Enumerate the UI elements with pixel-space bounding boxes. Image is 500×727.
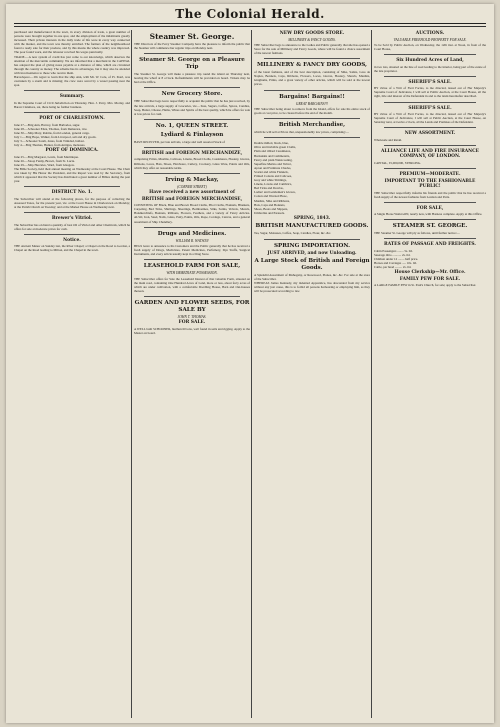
article-heading: NEW DRY GOODS STORE. <box>279 31 345 36</box>
article-text: The Subscriber has on hand a quantity of best Oil of Vitriol and other Chemicals, which he offers for sale at moderate prices for cash. <box>14 222 130 231</box>
article-separator <box>144 259 240 260</box>
article-text: which he will sell at Prices that, unquestionably low prices, comprising:— <box>254 130 349 135</box>
article-separator <box>144 296 240 297</box>
article-separator <box>384 127 476 128</box>
article-separator <box>384 219 476 220</box>
article-text: TRADE.—A new system of credit has just come to our knowledge, which deserves the attention of the mercantile community. We are informed that a merchant in the CAPITAL has adopted the plan of giving notes payable at a distance of time, which are circulated through the country as money. The scheme has its advantages, but it may also be attended with inconvenience to those who receive them. <box>14 54 130 75</box>
column-3 <box>254 30 370 720</box>
article-text: purchased and manufactured in the town, in every division of trade, a great number of persons were brought together in one spot, and the employment of the inhabitants greatly increased. Their private interests in the daily trade of life were in every way connected with the market, and the town was thereby enriched. The farmers of the neighbourhood found a ready sale for their produce, and by this means the whole country was improved. The poor found work, and the labourer received his wages punctually. <box>14 30 130 55</box>
article-text: THE Subscriber offers for Sale the Leasehold Interest of that valuable Farm, situated on the main road, containing One Hundred Acres of Land, more or less, about forty acres of which are under cultivation, with a comfortable Dwelling House, Barn and Out-houses thereon. <box>134 276 250 293</box>
article-text: A LARGE FAMILY PEW in St. Paul's Church, for sale; apply to the Subscriber. <box>374 283 477 288</box>
article-text: CAPITAL, £5,000,000, STERLING. <box>374 160 421 165</box>
article-heading: FOR SALE. <box>178 320 206 326</box>
article-heading: FAMILY PEW FOR SALE. <box>399 276 461 282</box>
article-heading: VALUABLE FREEHOLD PROPERTY FOR SALE. <box>393 37 467 42</box>
article-heading: PORT OF DOMINICA. <box>45 148 99 154</box>
article-text: Double milled, black, blue, Olive and invisible green Cloths, Plain and ribbed Cassimeres, Buckskins and Cashmeretts, Fancy and plain Waistcoating, Superfine Merino and Velvet, Apron and Furniture Checks, Scarlet and white Flannels, Printed Cottons and Calicoes, Grey and white Shirtings, Linens, Lawns and Cambrics, Bed Ticks and Dowlas, Ladies' and Gentlemen's Gloves, Cotton and Worsted Hose, Muslins, Silks and Ribbons, Hats, Caps and Bonnets, Shoes, Boots and Slippers, Umbrellas and Parasols. <box>254 141 297 215</box>
article-heading: House Clerkship—Mr. Office. <box>394 270 466 276</box>
article-text: THE Directors of the Ferry Steamer Company have the pleasure to inform the public that the Steamer will commence her regular trips on Monday next. <box>134 42 250 51</box>
article-separator <box>384 76 476 77</box>
newspaper-title: The Colonial Herald. <box>175 7 325 21</box>
article-heading: GREAT BARGAINS!!! <box>295 101 329 106</box>
article-text: of the latest fashions, and of the best description, consisting of Silks, Satins, Gros de Naples, Bonnets, Caps, Ribbons, Flowers, Laces, Gloves, Hosiery, Shawls, Muslins, Ginghams, Prints, and a great variety of other articles, which will be sold at the lowest prices. <box>254 70 370 87</box>
article-heading: Irving & Mackay, <box>165 176 219 183</box>
masthead-rule <box>14 23 486 24</box>
column-1 <box>14 30 130 720</box>
article-separator <box>384 54 476 55</box>
article-text: The Subscriber will attend at the following places, for the purpose of collecting the Assessed Taxes, for the present year, viz. at the Court House in Charlestown on Monday; at the Parish Church on Tuesday; and at the Market House on Wednesday next. <box>14 196 130 209</box>
article-text: THE Ancient Manor on Sunday last, the River Chapel; a Chapel on the Road to Gordon, a Chapel on the Road leading to Milton, and the Chapel in the town. <box>14 244 130 253</box>
article-text: THE Subscriber begs leave respectfully to acquaint the public that he has just received, by the late arrivals, a large supply of Groceries, viz.—Teas, Sugars, Coffee, Spices, Candles, Soap, Butter, Cheese, Hams, Wines and Spirits of the best quality, which he offers for sale at low prices for cash. <box>134 99 250 116</box>
column-divider <box>131 30 132 718</box>
article-heading: STEAMER ST. GEORGE. <box>392 223 468 230</box>
article-heading: IMPORTANT TO THE FASHIONABLE PUBLIC! <box>384 178 476 190</box>
article-separator <box>264 118 360 119</box>
column-2 <box>134 30 250 720</box>
article-heading: Drugs and Medicines. <box>157 230 227 237</box>
article-separator <box>144 87 240 88</box>
article-heading: SHERIFF'S SALE. <box>408 105 452 111</box>
column-divider <box>371 30 372 718</box>
article-heading: SPRING, 1843. <box>293 215 331 221</box>
article-text: comprising Prints, Muslins, Calicoes, Linens, Broad Cloths, Cassimeres, Hosiery, Gloves, Ribbons, Laces, Hats, Shoes, Hardware, Cutlery, Crockery, Glass Ware, Paints and Oils, which they offer on reasonable terms. <box>134 157 250 170</box>
article-heading: MILLINERY & FANCY GOODS. <box>288 37 336 42</box>
article-separator <box>24 234 120 235</box>
article-text: Tea, Sugar, Molasses, Coffee, Soap, Candles, Flour, &c. &c. <box>254 231 332 236</box>
article-heading: Six Hundred Acres of Land, <box>396 58 464 64</box>
article-text: A Splendid Assortment of Mahogany, or Rosewood, Pianos, &c. &c. For sale at the store of the Subscriber. <box>254 273 370 282</box>
article-heading: NEW ASSORTMENT. <box>404 131 456 137</box>
article-separator <box>24 212 120 213</box>
article-heading: Lydiard & Finlayson <box>160 131 224 138</box>
column-divider <box>251 30 252 718</box>
article-heading: AUCTIONS. <box>415 31 445 36</box>
article-heading: PORT OF CHARLESTOWN. <box>39 116 105 121</box>
article-heading: RATES OF PASSAGE AND FREIGHTS. <box>384 242 476 248</box>
article-heading: WILLIAM R. WATSON <box>175 238 209 243</box>
article-text: The Bible Society, held their annual meeting on Wednesday at the Court House. The Chair was taken by His Honor the President, and the Report was read by the Secretary, from which it appeared that the Society has distributed a great number of Bibles during the past year. <box>14 166 130 184</box>
article-separator <box>144 173 240 174</box>
article-heading: JUST ARRIVED, and now Unloading. <box>267 250 357 256</box>
article-separator <box>264 137 360 138</box>
article-text: Wholesale and Retail. <box>374 137 403 142</box>
article-separator <box>384 238 476 239</box>
article-separator <box>264 58 360 59</box>
article-heading: FOR SALE, <box>416 205 444 211</box>
article-text: BY virtue of a Writ of Fieri Facias, to me directed, issued out of Her Majesty's Supreme Court of Judicature, I will sell at Public Auction, at the Court House, on Saturday next, at twelve o'clock, all the Lands and Premises of the Defendant. <box>374 112 486 125</box>
article-text: BY virtue of a Writ of Fieri Facias, to me directed, issued out of Her Majesty's Supreme Court of Judicature, I will sell at Public Auction, at the Court House, all the right, title and interest of the Defendant in and to the lands hereinafter described. <box>374 86 486 99</box>
article-text: BEGS leave to announce to his Customers and the Public generally that he has received a fresh supply of Drugs, Medicines, Patent Medicines, Perfumery, Dye Stuffs, Surgical Instruments, and every article usually kept in a Drug Store. <box>134 244 250 257</box>
article-heading: Brewer's Vitriol. <box>51 216 93 221</box>
article-heading: ALLIANCE LIFE AND FIRE INSURANCE COMPANY, OF LONDON. <box>381 148 479 160</box>
article-text: Barrackpore.—We regret to learn that the ship Ann, with Mr. W. Cole, of Pt. Pearl, was overtaken by a storm and is missing; the crew were saved by a vessel passing near the spot. <box>14 75 130 88</box>
article-heading: GARDEN AND FLOWER SEEDS, FOR SALE BY <box>134 300 250 314</box>
article-heading: SPRING IMPORTATION. <box>273 242 351 249</box>
article-text: in two lots, situated on the line of road leading to the interior, being part of the estate of the late proprietor. <box>374 64 486 73</box>
masthead-rule-thin <box>14 26 486 27</box>
article-heading: BRITISH and FOREIGN MERCHANDISE, <box>141 196 243 202</box>
article-heading: Summary. <box>59 94 85 100</box>
article-heading: JOHN T. THOMAS. <box>177 315 207 320</box>
article-heading: WITH IMMEDIATE POSSESSION. <box>166 271 218 276</box>
article-separator <box>264 239 360 240</box>
article-text: To be Sold by Public Auction, on Wednesday, the 12th inst. at Noon, in front of the Court House, <box>374 42 486 51</box>
article-separator <box>24 186 120 187</box>
article-heading: (CORNER STREET) <box>177 184 207 189</box>
article-text: A Single Horse WAGGON, nearly new, with Harness complete. Apply at this Office. <box>374 212 483 217</box>
article-text: THE Subscriber begs to announce to the Ladies and Public generally that she has opened a Store for the sale of Millinery and Fancy Goods, where will be found a choice assortment of the newest fashions. <box>254 42 370 56</box>
article-heading: A Large Stock of British and Foreign Goods. <box>254 258 370 272</box>
article-separator <box>144 119 240 120</box>
article-heading: No. 1, QUEEN STREET. <box>155 122 229 129</box>
article-text: Cabin Passengers ........ 5s. 0d. Steerage ditto ........... 2s. 6d. Children under 12 ........ half price. Horses and Carriages ..... 10s. 0d. Cattle, per head ......... 2s. 6d. <box>374 248 419 270</box>
article-separator <box>24 90 120 91</box>
article-text: WHEREAS James Kennedy, my indented Apprentice, has absconded from my service without any just cause, this is to forbid all persons harbouring or employing him, as they will be prosecuted according to law. <box>254 281 370 294</box>
article-heading: LEASEHOLD FARM FOR SALE, <box>143 263 241 270</box>
article-heading: New Grocery Store. <box>161 91 223 98</box>
article-heading: Have received a new assortment of <box>149 190 235 196</box>
article-separator <box>24 112 120 113</box>
column-4 <box>374 30 486 720</box>
article-separator <box>144 53 240 54</box>
article-heading: MILLINERY & FANCY DRY GOODS, <box>256 62 367 69</box>
article-text: In the Supreme Court of Civil Jurisdiction on Thursday, Hon. J. Perry, Mrs. Morley, and Baron Clanmore, sat, there being no further business. <box>14 100 130 109</box>
article-separator <box>384 102 476 103</box>
article-text: June 25.—Brig Margaret, Lewis, from Martinique. June 26.—Sloop Fanny, Brown, from St. Lucia. June 29.—Ship Hercules, Ward, from Glasgow. <box>14 154 79 167</box>
article-text: The Steamer St. George will make a pleasure trip round the island on Thursday next, leaving the wharf at 8 o'clock. Refreshments will be provided on board. Tickets may be had at the Office. <box>134 72 250 85</box>
article-text: June 27.—Brig Ann, Harvey, from Barbados, sugar. June 28.—Schooner Eliza, Thomas, from Demerara, rice. June 30.—Ship Mary, Robins, from London, general cargo. July 1.—Brig Hope, Walker, from Liverpool, salt and dry goods. July 3.—Schooner Sarah, Jones, from Trinidad, ballast. July 4.—Brig Thomas, Hunter, from Antigua, molasses. <box>14 122 97 147</box>
article-separator <box>144 227 240 228</box>
article-text: HAVE RECEIVED, per late arrivals, a large and well assorted Stock of <box>134 139 225 144</box>
article-text: THE Steamer St. George will ply as follows, until further notice:— <box>374 231 460 236</box>
article-heading: Steamer St. George. <box>149 32 235 41</box>
article-text: THE Subscriber respectfully informs his friends and the public that he has received a fresh supply of the newest fashions from London and Paris. <box>374 190 486 199</box>
article-heading: SHERIFF'S SALE. <box>408 79 452 85</box>
article-text: THE Subscriber being about to remove from the Island, offers for sale his entire stock of goods at cost price, to be cleared before the end of the month. <box>254 106 370 116</box>
article-separator <box>384 145 476 146</box>
article-heading: Steamer St. George on a Pleasure Trip <box>139 57 245 71</box>
article-heading: Bargains! Bargains!! <box>279 93 345 100</box>
article-heading: British Merchandise, <box>278 122 346 129</box>
article-heading: PREMIUM—MODERATE. <box>399 172 461 178</box>
article-heading: Notice. <box>63 237 81 243</box>
article-heading: DISTRICT No. 1. <box>51 190 93 196</box>
article-separator <box>144 147 240 148</box>
article-text: CONSISTING OF Black, Blue and Brown Broad Cloths, Pilot Cloths, Flannels, Blankets, Carpeting, Bed Ticks, Shirtings, Sheetings, Bombazines, Silks, Satins, Velvets, Shawls, Handkerchiefs, Bonnets, Ribbons, Flowers, Feathers, and a variety of Fancy Articles. ALSO, Iron, Steel, Nails, Glass, Putty, Paints, Oils, Rope, Cordage, Canvas, and a general assortment of Ship Chandlery. <box>134 203 250 224</box>
article-separator <box>384 202 476 203</box>
article-separator <box>264 90 360 91</box>
newspaper-page <box>6 4 494 723</box>
article-heading: BRITISH MANUFACTURED GOODS. <box>255 223 369 230</box>
article-separator <box>384 168 476 169</box>
article-heading: BRITISH and FOREIGN MERCHANDIZE, <box>141 150 243 156</box>
article-text: A WELL built SCHOONER, burthen 60 tons, well found in sails and rigging. Apply to the Master on board. <box>134 326 250 336</box>
